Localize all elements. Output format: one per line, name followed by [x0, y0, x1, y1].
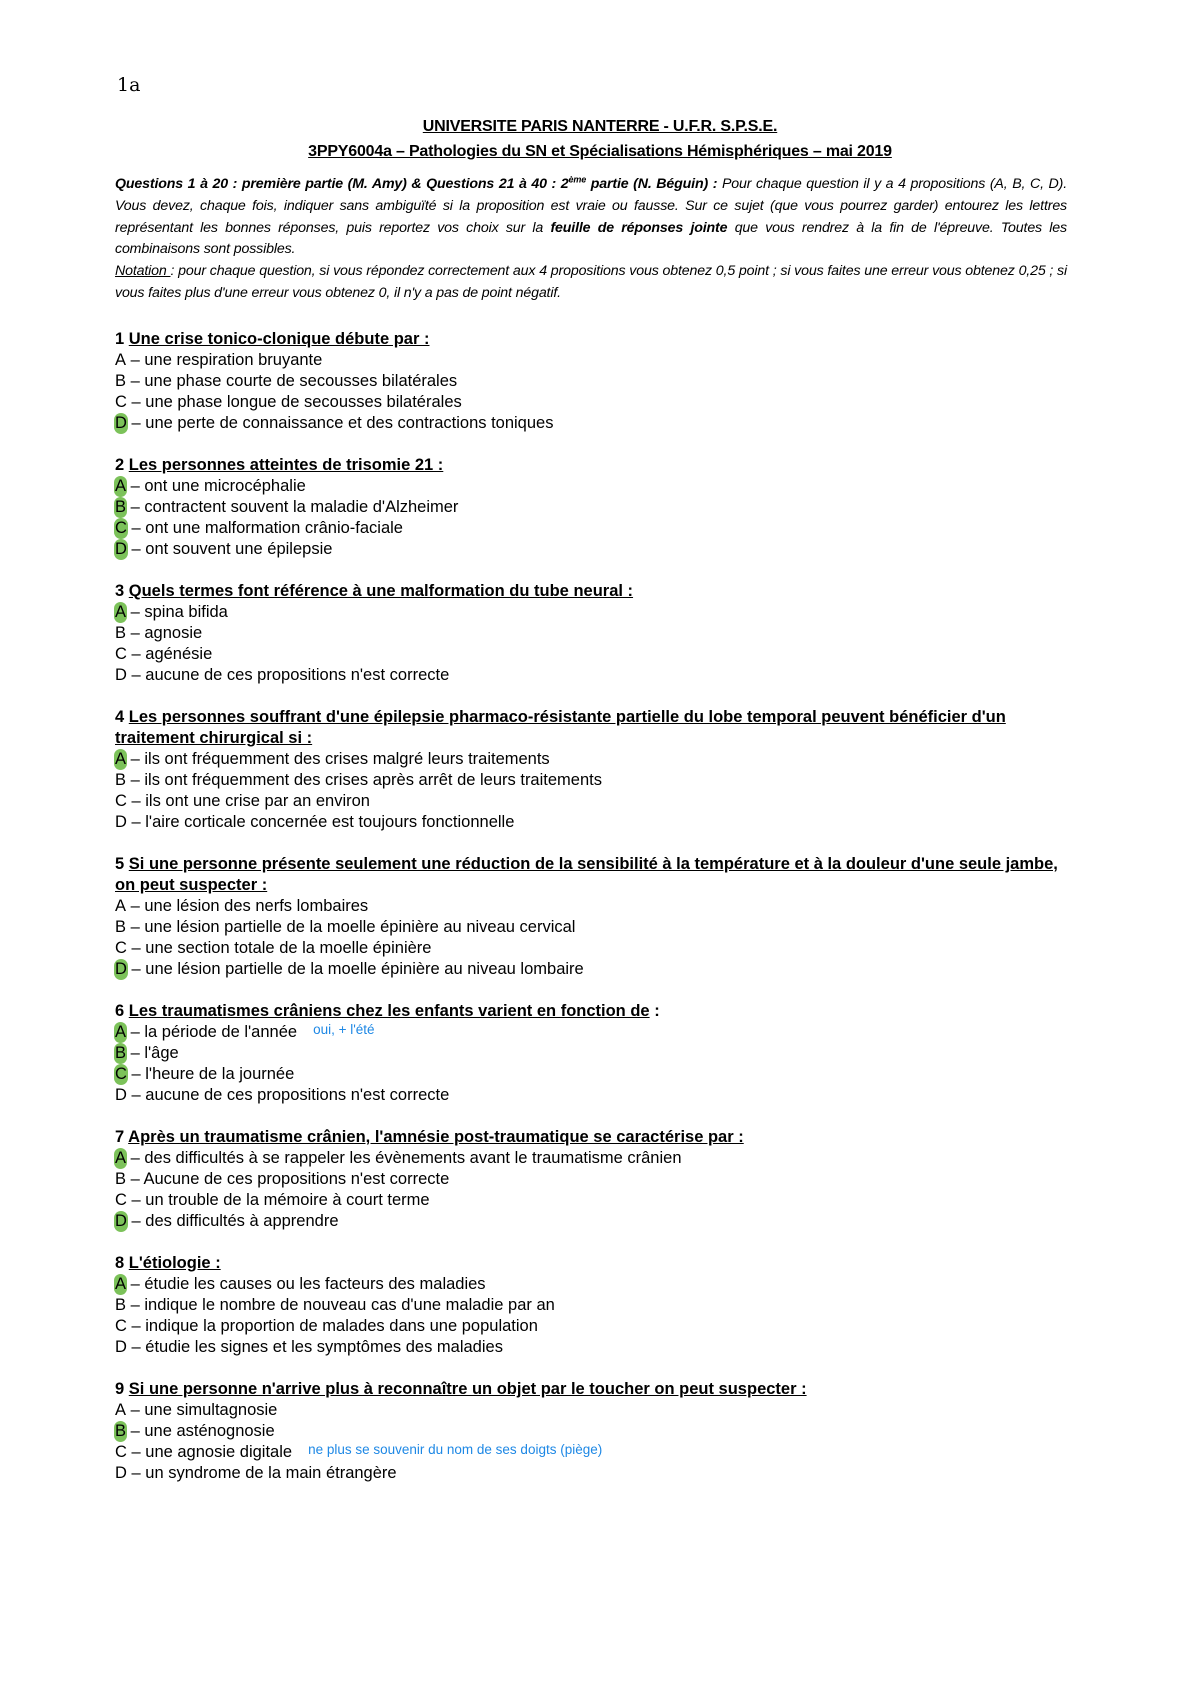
question-text: Les personnes souffrant d'une épilepsie pharmaco-résistante partielle du lobe temporal peuvent bénéficier d'un traitement chirurgical si : — [115, 708, 1006, 747]
question-list — [115, 329, 1075, 1505]
question-text: Une crise tonico-clonique débute par : — [128, 330, 430, 348]
option-letter: B — [115, 918, 127, 936]
option-letter: B — [115, 624, 127, 642]
option-c — [115, 1064, 1075, 1085]
question-number: 5 — [115, 855, 129, 873]
option-letter: C — [115, 1443, 127, 1461]
course-title: 3PPY6004a – Pathologies du SN et Spécialisations Hémisphériques – mai 2019 — [308, 143, 892, 160]
question-text: L'étiologie : — [128, 1254, 221, 1272]
answer-sheet-label: feuille de réponses jointe — [550, 219, 728, 236]
handwritten-note: oui, + l'été — [313, 1022, 375, 1037]
question-title — [115, 1127, 1075, 1148]
university-header: UNIVERSITE PARIS NANTERRE - U.F.R. S.P.S.E. — [422, 118, 778, 135]
option-text: – Aucune de ces propositions n'est correcte — [126, 1170, 450, 1188]
option-text: – contractent souvent la maladie d'Alzheimer — [126, 498, 459, 516]
question-number: 8 — [115, 1254, 129, 1272]
option-a — [115, 1148, 1075, 1169]
question-3 — [115, 581, 1075, 686]
option-b — [115, 1421, 1075, 1442]
option-text: – des difficultés à se rappeler les évènements avant le traumatisme crânien — [126, 1149, 682, 1167]
correct-answer-marker: A — [115, 1275, 127, 1293]
instructions — [115, 174, 1067, 305]
option-letter: C — [115, 939, 127, 957]
instructions-text: Pour chaque question il y a 4 propositions (A, B, C, D). Vous devez, chaque fois, indiquer sans ambiguïté si la proposition est vraie ou fausse. Sur ce sujet (que vous pourrez garder) entourez les lettres représentant les bonnes réponses, puis reportez vos choix sur la — [115, 176, 1067, 236]
correct-answer-marker: A — [115, 603, 127, 621]
question-title — [115, 329, 1075, 350]
option-c — [115, 644, 1075, 665]
option-text: – une respiration bruyante — [126, 351, 323, 369]
option-text: – indique la proportion de malades dans une population — [126, 1317, 538, 1335]
question-number: 6 — [115, 1002, 129, 1020]
correct-answer-marker: D — [115, 960, 127, 978]
correct-answer-marker: B — [115, 1422, 127, 1440]
option-letter: A — [115, 1401, 127, 1419]
correct-answer-marker: A — [115, 1149, 127, 1167]
option-text: – ils ont fréquemment des crises après arrêt de leurs traitements — [126, 771, 602, 789]
option-b — [115, 371, 1075, 392]
option-letter: B — [115, 771, 127, 789]
option-d — [115, 812, 1075, 833]
option-text: – une lésion partielle de la moelle épinière au niveau cervical — [126, 918, 576, 936]
option-c — [115, 1442, 1075, 1463]
option-text: – ont une microcéphalie — [126, 477, 306, 495]
option-text: – une perte de connaissance et des contractions toniques — [126, 414, 554, 432]
question-9 — [115, 1379, 1075, 1484]
correct-answer-marker: D — [115, 414, 127, 432]
question-8 — [115, 1253, 1075, 1358]
question-number: 4 — [115, 708, 129, 726]
option-b — [115, 917, 1075, 938]
option-letter: C — [115, 1191, 127, 1209]
option-a — [115, 350, 1075, 371]
option-letter: C — [115, 792, 127, 810]
question-title — [115, 1001, 1075, 1022]
option-text: – une agnosie digitale — [126, 1443, 293, 1461]
question-text: Si une personne présente seulement une réduction de la sensibilité à la température et à la douleur d'une seule jambe, on peut suspecter : — [115, 855, 1058, 894]
option-b — [115, 1169, 1075, 1190]
question-text: Si une personne n'arrive plus à reconnaître un objet par le toucher on peut suspecter : — [128, 1380, 807, 1398]
option-a — [115, 602, 1075, 623]
option-c — [115, 791, 1075, 812]
option-b — [115, 770, 1075, 791]
option-text: – ont souvent une épilepsie — [126, 540, 333, 558]
option-text: – spina bifida — [126, 603, 228, 621]
option-text: – l'heure de la journée — [126, 1065, 295, 1083]
option-b — [115, 623, 1075, 644]
question-text: Après un traumatisme crânien, l'amnésie post-traumatique se caractérise par : — [128, 1128, 744, 1146]
option-a — [115, 1022, 1075, 1043]
option-text: – étudie les signes et les symptômes des maladies — [126, 1338, 503, 1356]
option-letter: B — [115, 1296, 127, 1314]
question-number: 3 — [115, 582, 129, 600]
question-6 — [115, 1001, 1075, 1106]
option-text: – ils ont fréquemment des crises malgré leurs traitements — [126, 750, 550, 768]
option-text: – ils ont une crise par an environ — [126, 792, 370, 810]
question-number: 9 — [115, 1380, 129, 1398]
option-text: – aucune de ces propositions n'est correcte — [126, 1086, 450, 1104]
option-d — [115, 1085, 1075, 1106]
option-text: – une phase courte de secousses bilatérales — [126, 372, 458, 390]
correct-answer-marker: C — [115, 1065, 127, 1083]
option-c — [115, 392, 1075, 413]
option-text: – étudie les causes ou les facteurs des maladies — [126, 1275, 486, 1293]
handwritten-note: ne plus se souvenir du nom de ses doigts (piège) — [308, 1442, 603, 1457]
option-b — [115, 1043, 1075, 1064]
option-text: – aucune de ces propositions n'est correcte — [126, 666, 450, 684]
question-number: 1 — [115, 330, 129, 348]
question-title — [115, 1253, 1075, 1274]
option-text: – indique le nombre de nouveau cas d'une maladie par an — [126, 1296, 555, 1314]
question-number: 7 — [115, 1128, 129, 1146]
correct-answer-marker: D — [115, 1212, 127, 1230]
option-letter: D — [115, 1464, 127, 1482]
option-a — [115, 749, 1075, 770]
option-text: – agnosie — [126, 624, 203, 642]
option-d — [115, 665, 1075, 686]
option-text: – une asténognosie — [126, 1422, 275, 1440]
question-5 — [115, 854, 1075, 980]
question-title — [115, 581, 1075, 602]
option-letter: C — [115, 1317, 127, 1335]
option-d — [115, 1337, 1075, 1358]
option-d — [115, 959, 1075, 980]
question-4 — [115, 707, 1075, 833]
option-text: – l'âge — [126, 1044, 179, 1062]
notation-label: Notation — [115, 263, 171, 280]
option-letter: D — [115, 1086, 127, 1104]
option-text: – ont une malformation crânio-faciale — [126, 519, 403, 537]
option-a — [115, 1274, 1075, 1295]
question-suffix: : — [649, 1002, 660, 1020]
question-title — [115, 707, 1075, 749]
notation-text: : pour chaque question, si vous répondez correctement aux 4 propositions vous obtenez 0,5 point ; si vous faites une erreur vous obtenez 0,25 ; si vous faites plus d'une erreur vous obtenez 0, il n'y a pas de point négatif. — [115, 263, 1067, 301]
option-d — [115, 1463, 1075, 1484]
option-text: – l'aire corticale concernée est toujours fonctionnelle — [126, 813, 515, 831]
question-1 — [115, 329, 1075, 434]
option-c — [115, 1190, 1075, 1211]
option-letter: D — [115, 666, 127, 684]
option-text: – un trouble de la mémoire à court terme — [126, 1191, 430, 1209]
correct-answer-marker: C — [115, 519, 127, 537]
option-letter: D — [115, 813, 127, 831]
instructions-intro: Questions 1 à 20 : première partie (M. Amy) & Questions 21 à 40 : 2ème partie (N. Béguin) : — [115, 174, 718, 192]
option-text: – une lésion des nerfs lombaires — [126, 897, 369, 915]
option-d — [115, 1211, 1075, 1232]
option-text: – une section totale de la moelle épinière — [126, 939, 432, 957]
correct-answer-marker: B — [115, 498, 127, 516]
page-label: 1a — [117, 74, 141, 96]
option-letter: C — [115, 645, 127, 663]
question-2 — [115, 455, 1075, 560]
option-letter: B — [115, 372, 127, 390]
correct-answer-marker: A — [115, 477, 127, 495]
question-number: 2 — [115, 456, 129, 474]
question-7 — [115, 1127, 1075, 1232]
question-text: Les personnes atteintes de trisomie 21 : — [128, 456, 444, 474]
option-text: – la période de l'année — [126, 1023, 298, 1041]
instructions-text-end: que vous rendrez à la fin de l'épreuve. Toutes les combinaisons sont possibles. — [115, 219, 1067, 258]
option-b — [115, 497, 1075, 518]
option-c — [115, 1316, 1075, 1337]
option-b — [115, 1295, 1075, 1316]
question-text: Quels termes font référence à une malformation du tube neural : — [128, 582, 634, 600]
option-c — [115, 518, 1075, 539]
question-title — [115, 455, 1075, 476]
option-text: – des difficultés à apprendre — [126, 1212, 339, 1230]
option-letter: D — [115, 1338, 127, 1356]
correct-answer-marker: B — [115, 1044, 127, 1062]
option-text: – agénésie — [126, 645, 213, 663]
option-a — [115, 896, 1075, 917]
option-c — [115, 938, 1075, 959]
option-letter: A — [115, 351, 127, 369]
correct-answer-marker: A — [115, 1023, 127, 1041]
option-text: – un syndrome de la main étrangère — [126, 1464, 397, 1482]
question-title — [115, 1379, 1075, 1400]
question-text: Les traumatismes crâniens chez les enfants varient en fonction de — [128, 1002, 650, 1020]
option-a — [115, 476, 1075, 497]
option-text: – une phase longue de secousses bilatérales — [126, 393, 462, 411]
option-letter: B — [115, 1170, 127, 1188]
option-d — [115, 539, 1075, 560]
question-title — [115, 854, 1075, 896]
option-letter: A — [115, 897, 127, 915]
correct-answer-marker: A — [115, 750, 127, 768]
option-letter: C — [115, 393, 127, 411]
option-text: – une lésion partielle de la moelle épinière au niveau lombaire — [126, 960, 584, 978]
option-d — [115, 413, 1075, 434]
option-a — [115, 1400, 1075, 1421]
correct-answer-marker: D — [115, 540, 127, 558]
option-text: – une simultagnosie — [126, 1401, 278, 1419]
